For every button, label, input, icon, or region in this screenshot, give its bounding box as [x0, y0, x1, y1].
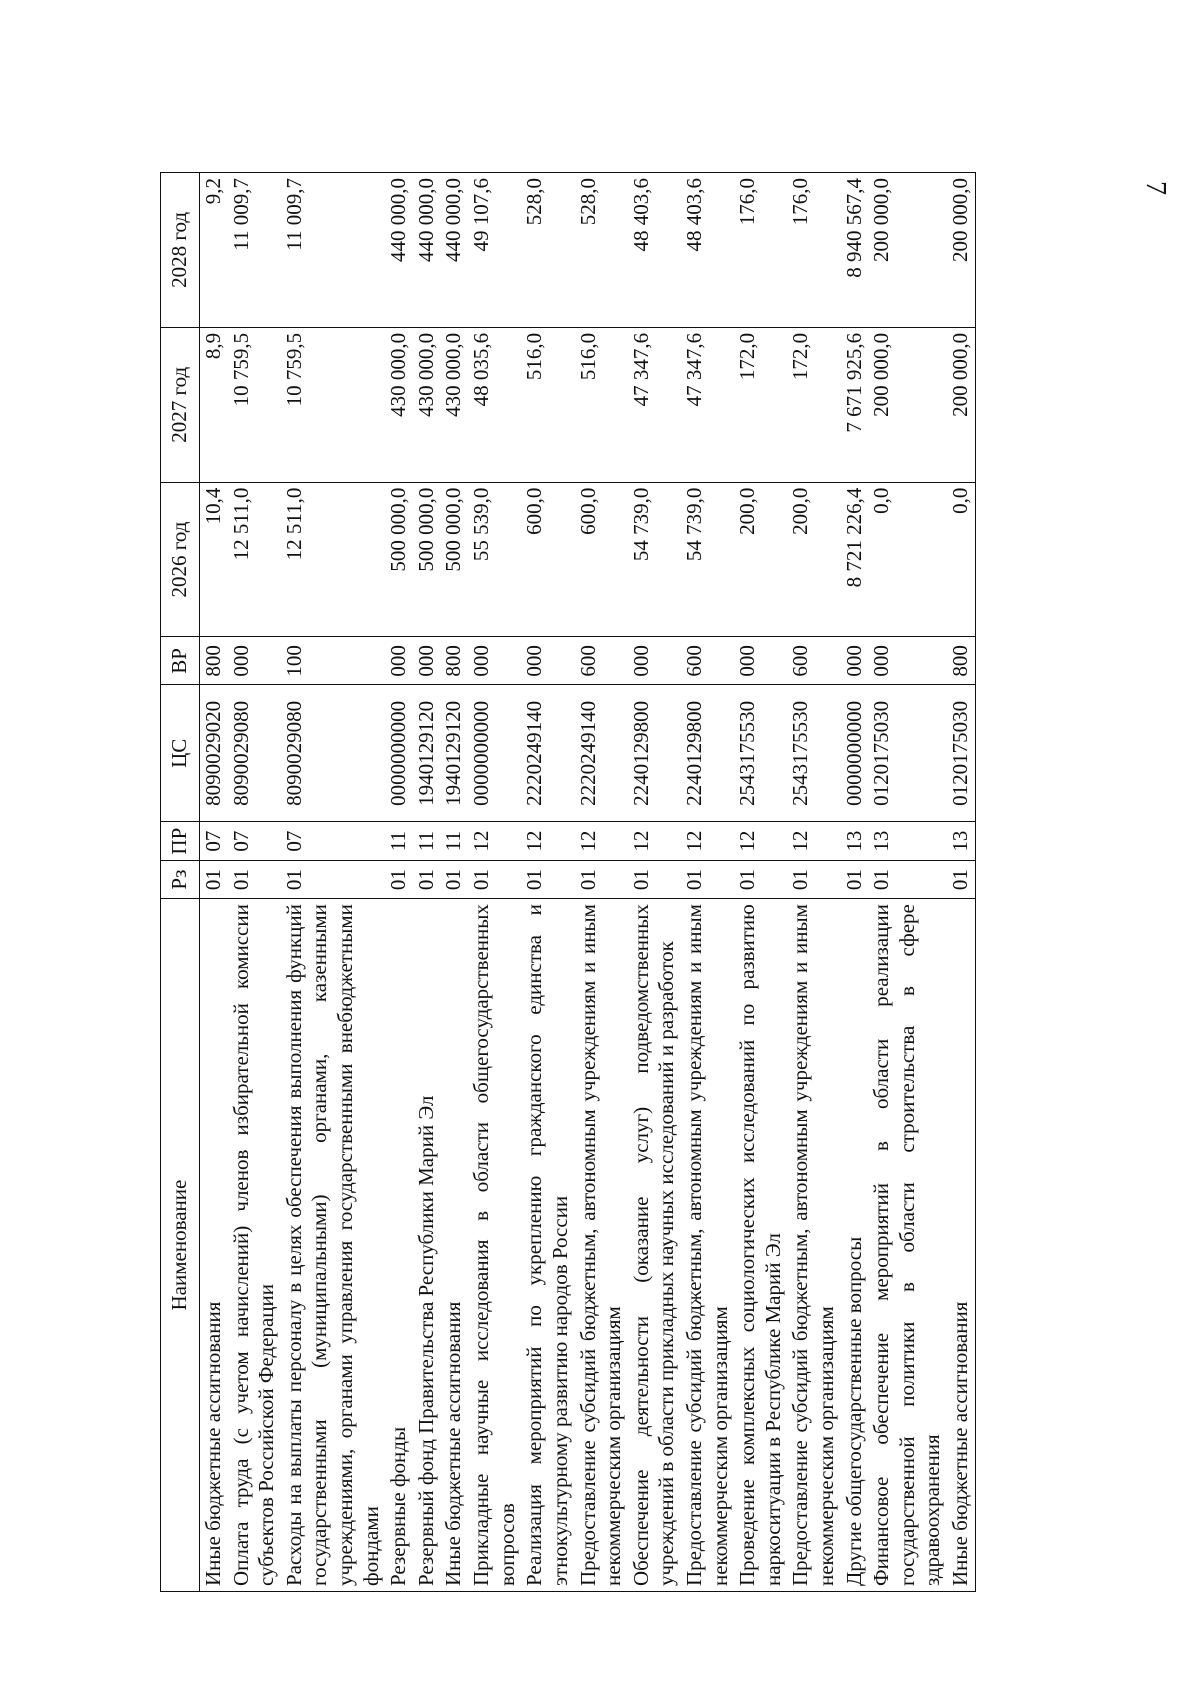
cell-vr: 000	[228, 637, 281, 685]
cell-2028: 440 000,0	[440, 173, 468, 328]
cell-2026: 500 000,0	[385, 482, 413, 637]
table-row	[787, 173, 840, 1592]
cell-2028: 176,0	[734, 173, 787, 328]
cell-2026: 600,0	[575, 482, 628, 637]
cell-name: Финансовое обеспечение мероприятий в области реализации государственной политики в области строительства в сфере здравоохранения	[868, 899, 947, 1592]
table-row	[468, 173, 521, 1592]
cell-pr: 11	[385, 822, 413, 861]
cell-2027: 10 759,5	[281, 327, 385, 482]
cell-vr: 100	[281, 637, 385, 685]
cell-cs: 8090029020	[200, 685, 228, 822]
page-number: 7	[1140, 181, 1171, 195]
header-2026: 2026 год	[161, 482, 200, 637]
cell-vr: 600	[681, 637, 734, 685]
header-2027: 2027 год	[161, 327, 200, 482]
table-row	[200, 173, 228, 1592]
cell-cs: 2543175530	[734, 685, 787, 822]
cell-2026: 10,4	[200, 482, 228, 637]
cell-rz: 01	[575, 861, 628, 899]
cell-rz: 01	[385, 861, 413, 899]
cell-2026: 8 721 226,4	[841, 482, 869, 637]
cell-name: Резервные фонды	[385, 899, 413, 1592]
cell-name: Расходы на выплаты персоналу в целях обеспечения выполнения функций государственными (муниципальными) органами, казенными учреждениями, органами управления государственными внебюджетными фондами	[281, 899, 385, 1592]
cell-name: Предоставление субсидий бюджетным, автономным учреждениям и иным некоммерческим организациям	[575, 899, 628, 1592]
cell-vr: 000	[734, 637, 787, 685]
cell-name: Иные бюджетные ассигнования	[440, 899, 468, 1592]
cell-vr: 000	[413, 637, 441, 685]
cell-cs: 2240129800	[628, 685, 681, 822]
cell-2026: 200,0	[734, 482, 787, 637]
cell-rz: 01	[681, 861, 734, 899]
cell-rz: 01	[868, 861, 947, 899]
cell-cs: 0120175030	[947, 685, 975, 822]
cell-2027: 48 035,6	[468, 327, 521, 482]
cell-name: Обеспечение деятельности (оказание услуг) подведомственных учреждений в области прикладных научных исследований и разработок	[628, 899, 681, 1592]
cell-pr: 11	[440, 822, 468, 861]
cell-2026: 0,0	[947, 482, 975, 637]
cell-vr: 000	[468, 637, 521, 685]
cell-rz: 01	[521, 861, 574, 899]
cell-rz: 01	[947, 861, 975, 899]
cell-pr: 13	[868, 822, 947, 861]
cell-2026: 0,0	[868, 482, 947, 637]
cell-pr: 12	[468, 822, 521, 861]
cell-2027: 200 000,0	[868, 327, 947, 482]
cell-rz: 01	[200, 861, 228, 899]
cell-rz: 01	[628, 861, 681, 899]
cell-pr: 07	[228, 822, 281, 861]
cell-2028: 11 009,7	[281, 173, 385, 328]
cell-pr: 07	[200, 822, 228, 861]
cell-cs: 0000000000	[468, 685, 521, 822]
cell-rz: 01	[468, 861, 521, 899]
cell-cs: 2220249140	[521, 685, 574, 822]
cell-2027: 430 000,0	[385, 327, 413, 482]
cell-2026: 500 000,0	[413, 482, 441, 637]
cell-2026: 54 739,0	[628, 482, 681, 637]
cell-2028: 9,2	[200, 173, 228, 328]
cell-pr: 07	[281, 822, 385, 861]
cell-2027: 47 347,6	[681, 327, 734, 482]
cell-vr: 800	[440, 637, 468, 685]
cell-name: Иные бюджетные ассигнования	[947, 899, 975, 1592]
cell-2026: 600,0	[521, 482, 574, 637]
cell-rz: 01	[841, 861, 869, 899]
cell-2028: 200 000,0	[868, 173, 947, 328]
header-cs: ЦС	[161, 685, 200, 822]
cell-cs: 1940129120	[440, 685, 468, 822]
cell-2027: 172,0	[787, 327, 840, 482]
cell-2026: 500 000,0	[440, 482, 468, 637]
table-row	[734, 173, 787, 1592]
cell-2028: 200 000,0	[947, 173, 975, 328]
table-row	[681, 173, 734, 1592]
table-row	[440, 173, 468, 1592]
cell-cs: 2543175530	[787, 685, 840, 822]
cell-vr: 000	[385, 637, 413, 685]
cell-name: Другие общегосударственные вопросы	[841, 899, 869, 1592]
header-2028: 2028 год	[161, 173, 200, 328]
cell-cs: 2220249140	[575, 685, 628, 822]
cell-name: Резервный фонд Правительства Республики Марий Эл	[413, 899, 441, 1592]
table-row	[947, 173, 975, 1592]
cell-2028: 440 000,0	[413, 173, 441, 328]
cell-pr: 13	[947, 822, 975, 861]
cell-pr: 13	[841, 822, 869, 861]
cell-2027: 200 000,0	[947, 327, 975, 482]
cell-2027: 172,0	[734, 327, 787, 482]
cell-cs: 1940129120	[413, 685, 441, 822]
rotated-page	[160, 172, 1048, 1592]
cell-2028: 528,0	[575, 173, 628, 328]
budget-table	[160, 172, 976, 1592]
header-name: Наименование	[161, 899, 200, 1592]
cell-vr: 600	[787, 637, 840, 685]
cell-2026: 12 511,0	[281, 482, 385, 637]
cell-2028: 49 107,6	[468, 173, 521, 328]
cell-2027: 516,0	[575, 327, 628, 482]
cell-cs: 8090029080	[228, 685, 281, 822]
cell-pr: 12	[681, 822, 734, 861]
cell-cs: 8090029080	[281, 685, 385, 822]
cell-rz: 01	[228, 861, 281, 899]
table-row	[841, 173, 869, 1592]
cell-pr: 12	[734, 822, 787, 861]
cell-vr: 000	[628, 637, 681, 685]
cell-cs: 0000000000	[385, 685, 413, 822]
cell-name: Проведение комплексных социологических исследований по развитию наркоситуации в Республике Марий Эл	[734, 899, 787, 1592]
table-row	[521, 173, 574, 1592]
table-row	[413, 173, 441, 1592]
cell-rz: 01	[734, 861, 787, 899]
table-row	[385, 173, 413, 1592]
cell-pr: 12	[575, 822, 628, 861]
cell-vr: 600	[575, 637, 628, 685]
cell-pr: 12	[787, 822, 840, 861]
cell-name: Оплата труда (с учетом начислений) членов избирательной комиссии субъектов Российской Федерации	[228, 899, 281, 1592]
cell-rz: 01	[787, 861, 840, 899]
header-vr: ВР	[161, 637, 200, 685]
cell-2026: 200,0	[787, 482, 840, 637]
cell-vr: 800	[200, 637, 228, 685]
cell-vr: 000	[868, 637, 947, 685]
cell-2027: 430 000,0	[413, 327, 441, 482]
cell-2026: 55 539,0	[468, 482, 521, 637]
cell-2027: 47 347,6	[628, 327, 681, 482]
cell-vr: 000	[521, 637, 574, 685]
cell-2028: 48 403,6	[681, 173, 734, 328]
cell-name: Прикладные научные исследования в области общегосударственных вопросов	[468, 899, 521, 1592]
header-pr: ПР	[161, 822, 200, 861]
cell-name: Предоставление субсидий бюджетным, автономным учреждениям и иным некоммерческим организациям	[787, 899, 840, 1592]
cell-2027: 430 000,0	[440, 327, 468, 482]
table-row	[868, 173, 947, 1592]
cell-vr: 000	[841, 637, 869, 685]
cell-cs: 0000000000	[841, 685, 869, 822]
cell-name: Реализация мероприятий по укреплению гражданского единства и этнокультурному развитию народов России	[521, 899, 574, 1592]
cell-pr: 11	[413, 822, 441, 861]
cell-name: Предоставление субсидий бюджетным, автономным учреждениям и иным некоммерческим организациям	[681, 899, 734, 1592]
cell-cs: 2240129800	[681, 685, 734, 822]
cell-2027: 516,0	[521, 327, 574, 482]
cell-2028: 8 940 567,4	[841, 173, 869, 328]
cell-2027: 7 671 925,6	[841, 327, 869, 482]
cell-2026: 54 739,0	[681, 482, 734, 637]
cell-2027: 8,9	[200, 327, 228, 482]
cell-rz: 01	[281, 861, 385, 899]
table-body	[200, 173, 976, 1592]
cell-pr: 12	[628, 822, 681, 861]
cell-2028: 528,0	[521, 173, 574, 328]
table-row	[628, 173, 681, 1592]
cell-2028: 440 000,0	[385, 173, 413, 328]
cell-2028: 48 403,6	[628, 173, 681, 328]
table-row	[228, 173, 281, 1592]
cell-pr: 12	[521, 822, 574, 861]
header-rz: Рз	[161, 861, 200, 899]
table-row	[575, 173, 628, 1592]
cell-2026: 12 511,0	[228, 482, 281, 637]
cell-2028: 176,0	[787, 173, 840, 328]
cell-vr: 800	[947, 637, 975, 685]
cell-rz: 01	[440, 861, 468, 899]
cell-2028: 11 009,7	[228, 173, 281, 328]
cell-rz: 01	[413, 861, 441, 899]
table-row	[281, 173, 385, 1592]
cell-2027: 10 759,5	[228, 327, 281, 482]
cell-cs: 0120175030	[868, 685, 947, 822]
cell-name: Иные бюджетные ассигнования	[200, 899, 228, 1592]
table-header	[161, 173, 200, 1592]
